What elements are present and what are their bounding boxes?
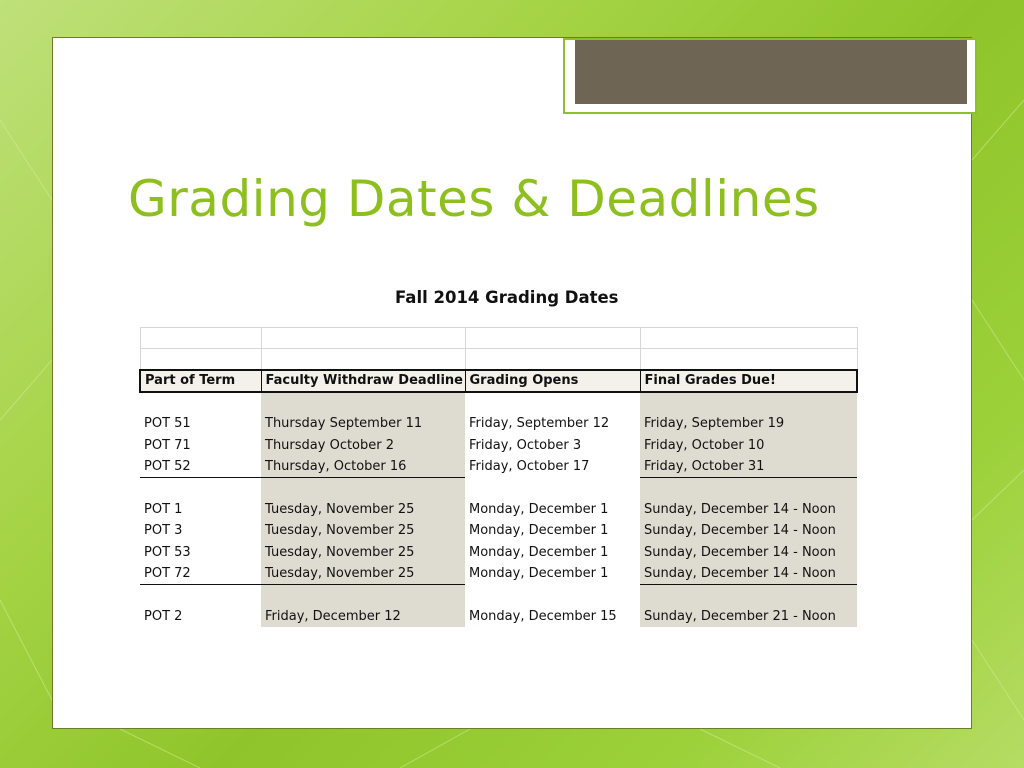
cell-part-of-term: POT 51 — [140, 413, 261, 434]
cell-withdraw-deadline: Friday, December 12 — [261, 606, 465, 627]
empty-cell — [261, 477, 465, 498]
empty-cell — [640, 392, 857, 413]
empty-cell — [261, 584, 465, 605]
cell-grading-opens: Friday, October 17 — [465, 456, 640, 477]
table-row — [140, 606, 857, 627]
table-row — [140, 434, 857, 455]
spacer-row — [140, 584, 857, 605]
cell-grading-opens: Monday, December 15 — [465, 606, 640, 627]
empty-cell — [465, 477, 640, 498]
cell-part-of-term: POT 3 — [140, 520, 261, 541]
header-row — [140, 370, 857, 391]
cell-grading-opens: Monday, December 1 — [465, 520, 640, 541]
empty-cell — [640, 349, 857, 370]
table-row — [140, 456, 857, 477]
header-withdraw-deadline: Faculty Withdraw Deadline — [261, 370, 465, 391]
sheet-title: Fall 2014 Grading Dates — [395, 288, 619, 307]
cell-part-of-term: POT 72 — [140, 563, 261, 584]
cell-part-of-term: POT 71 — [140, 434, 261, 455]
spacer-row — [140, 392, 857, 413]
blank-row — [140, 349, 857, 370]
decorative-tab — [563, 38, 977, 114]
cell-withdraw-deadline: Tuesday, November 25 — [261, 563, 465, 584]
empty-cell — [465, 584, 640, 605]
empty-cell — [140, 477, 261, 498]
cell-final-grades-due: Friday, September 19 — [640, 413, 857, 434]
empty-cell — [261, 392, 465, 413]
grading-dates-table — [139, 327, 858, 627]
cell-withdraw-deadline: Thursday, October 16 — [261, 456, 465, 477]
empty-cell — [140, 392, 261, 413]
cell-grading-opens: Monday, December 1 — [465, 563, 640, 584]
cell-grading-opens: Friday, September 12 — [465, 413, 640, 434]
cell-grading-opens: Monday, December 1 — [465, 541, 640, 562]
slide-title: Grading Dates & Deadlines — [128, 170, 820, 228]
cell-part-of-term: POT 1 — [140, 499, 261, 520]
cell-part-of-term: POT 2 — [140, 606, 261, 627]
empty-cell — [261, 349, 465, 370]
table-row — [140, 563, 857, 584]
cell-final-grades-due: Sunday, December 14 - Noon — [640, 520, 857, 541]
empty-cell — [140, 584, 261, 605]
empty-cell — [465, 328, 640, 349]
cell-final-grades-due: Sunday, December 14 - Noon — [640, 541, 857, 562]
table-row — [140, 520, 857, 541]
cell-withdraw-deadline: Tuesday, November 25 — [261, 499, 465, 520]
empty-cell — [465, 349, 640, 370]
empty-cell — [640, 477, 857, 498]
header-grading-opens: Grading Opens — [465, 370, 640, 391]
cell-part-of-term: POT 53 — [140, 541, 261, 562]
header-part-of-term: Part of Term — [140, 370, 261, 391]
cell-withdraw-deadline: Tuesday, November 25 — [261, 541, 465, 562]
table-row — [140, 413, 857, 434]
cell-final-grades-due: Sunday, December 14 - Noon — [640, 563, 857, 584]
cell-part-of-term: POT 52 — [140, 456, 261, 477]
cell-grading-opens: Monday, December 1 — [465, 499, 640, 520]
header-final-grades-due: Final Grades Due! — [640, 370, 857, 391]
cell-withdraw-deadline: Thursday September 11 — [261, 413, 465, 434]
cell-grading-opens: Friday, October 3 — [465, 434, 640, 455]
empty-cell — [140, 349, 261, 370]
cell-withdraw-deadline: Thursday October 2 — [261, 434, 465, 455]
blank-row — [140, 328, 857, 349]
empty-cell — [465, 392, 640, 413]
cell-final-grades-due: Friday, October 31 — [640, 456, 857, 477]
decorative-tab-fill — [575, 40, 967, 104]
empty-cell — [640, 328, 857, 349]
empty-cell — [640, 584, 857, 605]
cell-final-grades-due: Friday, October 10 — [640, 434, 857, 455]
cell-final-grades-due: Sunday, December 21 - Noon — [640, 606, 857, 627]
table-row — [140, 541, 857, 562]
table-row — [140, 499, 857, 520]
cell-withdraw-deadline: Tuesday, November 25 — [261, 520, 465, 541]
spacer-row — [140, 477, 857, 498]
empty-cell — [261, 328, 465, 349]
empty-cell — [140, 328, 261, 349]
cell-final-grades-due: Sunday, December 14 - Noon — [640, 499, 857, 520]
